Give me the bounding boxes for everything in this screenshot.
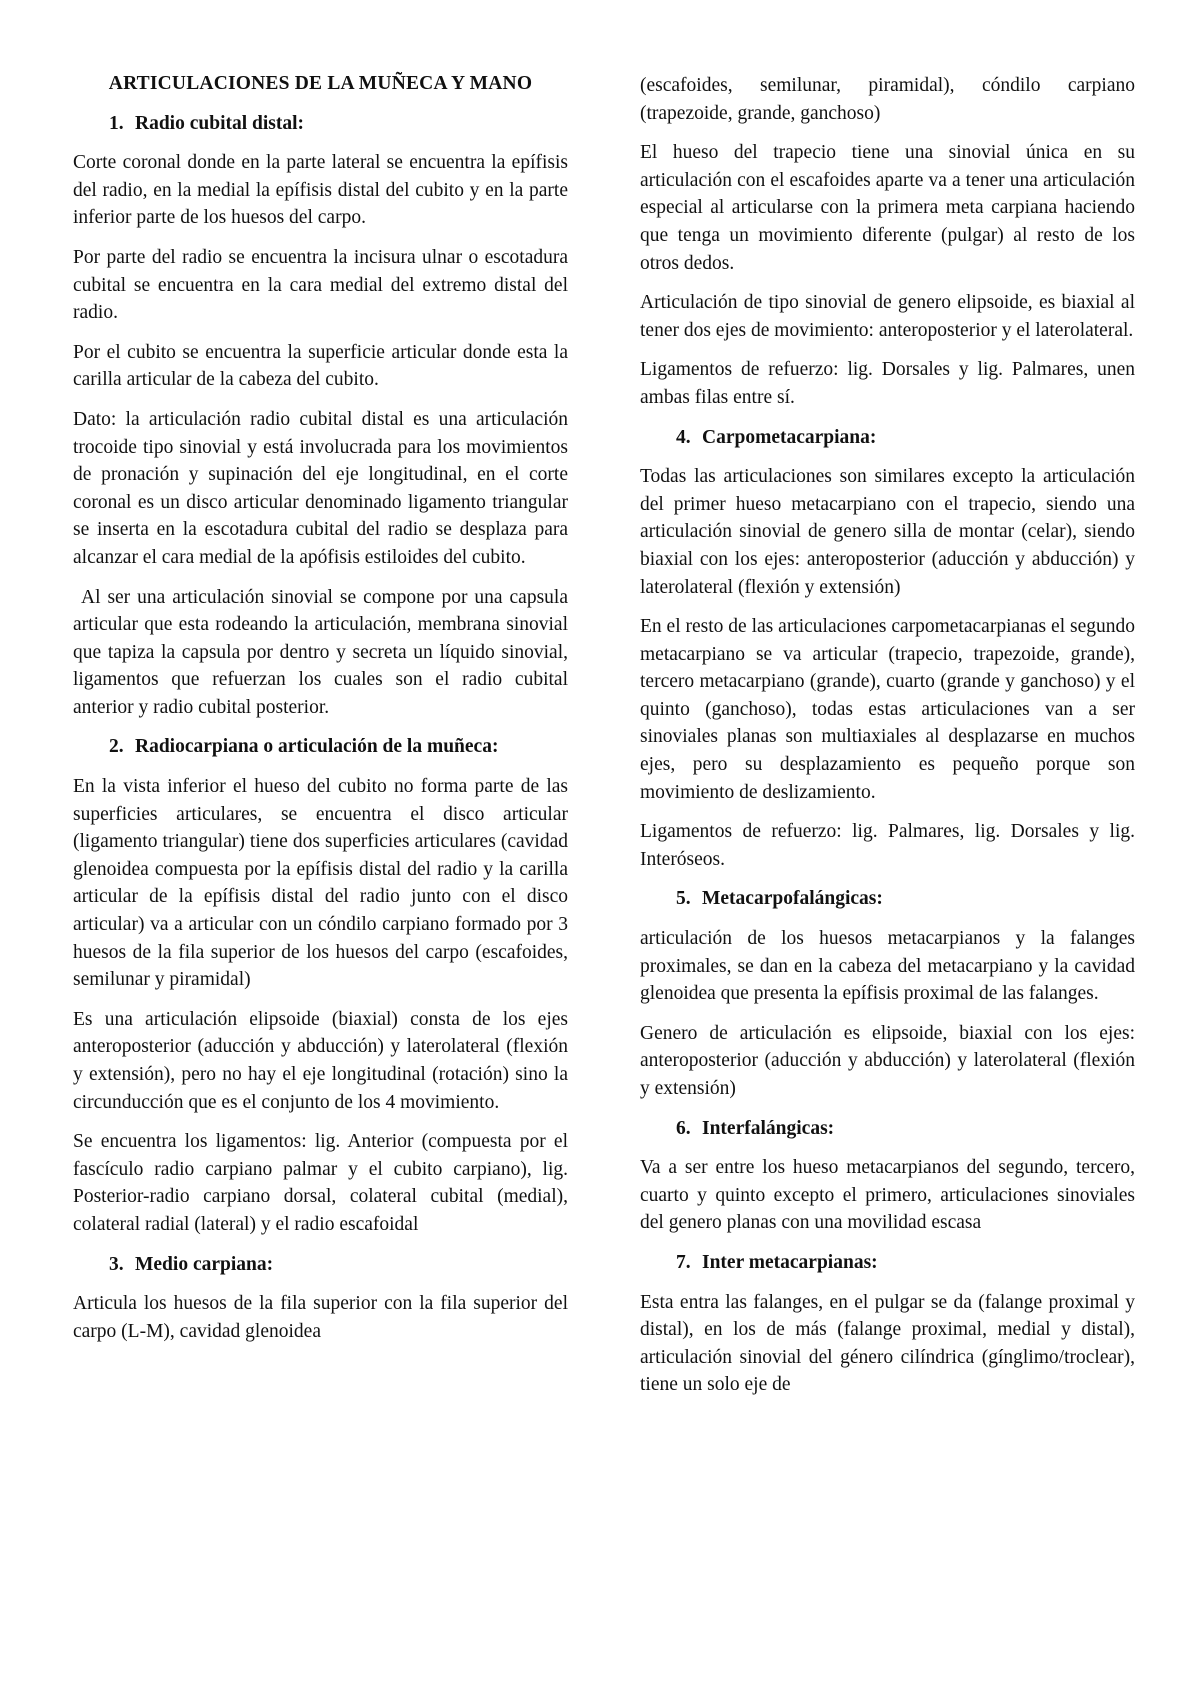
section-number: 7. (676, 1251, 691, 1273)
paragraph: Articula los huesos de la fila superior con la fila superior del carpo (L-M), cavidad glenoidea (73, 1293, 568, 1342)
section-number: 5. (676, 888, 691, 910)
section-heading-radio-cubital-distal (73, 110, 568, 138)
section-heading-text: Radio cubital distal: (135, 112, 305, 134)
section-heading-text: Interfalángicas: (702, 1117, 835, 1139)
section-heading-interfalangicas (640, 1115, 1135, 1143)
section-heading-text: Inter metacarpianas: (702, 1251, 878, 1273)
paragraph: Por el cubito se encuentra la superficie articular donde esta la carilla articular de la cabeza del cubito. (73, 341, 568, 391)
paragraph: Se encuentra los ligamentos: lig. Anterior (compuesta por el fascículo radio carpiano palmar y el cubito carpiano), lig. Posterior-radio carpiano dorsal, colateral cubital (medial), colateral radial (lateral) y el radio escafoidal (73, 1131, 568, 1235)
paragraph: El hueso del trapecio tiene una sinovial única en su articulación con el escafoides aparte va a tener una articulación especial al articularse con la primera meta carpiana haciendo que tenga un movimiento diferente (pulgar) al resto de los otros dedos. (640, 142, 1135, 274)
section-heading-medio-carpiana (73, 1251, 568, 1279)
paragraph: Dato: la articulación radio cubital distal es una articulación trocoide tipo sinovial y está involucrada para los movimientos de pronación y supinación del eje longitudinal, en el corte coronal es un disco articular denominado ligamento triangular se inserta en la escotadura cubital del radio se desplaza para alcanzar el cara medial de la apófisis estiloides del cubito. (73, 408, 568, 568)
section-heading-metacarpofalangicas (640, 885, 1135, 913)
paragraph: En el resto de las articulaciones carpometacarpianas el segundo metacarpiano se va articular (trapecio, trapezoide, grande), tercero metacarpiano (grande), cuarto (grande y ganchoso) y el quinto (ganchoso), todas estas articulaciones van a ser sinoviales planas son multiaxiales al desplazarse en muchos ejes, pero su desplazamiento es pequeño porque son movimiento de deslizamiento. (640, 616, 1135, 803)
left-column (73, 70, 568, 1357)
section-heading-text: Radiocarpiana o articulación de la muñeca: (135, 736, 499, 758)
paragraph: En la vista inferior el hueso del cubito no forma parte de las superficies articulares, se encuentra el disco articular (ligamento triangular) tiene dos superficies articulares (cavidad glenoidea compuesta por la epífisis distal del radio y la carilla articular de la epífisis distal del radio junto con el disco articular) va a articular con un cóndilo carpiano formado por 3 huesos de la fila superior de los huesos del carpo (escafoides, semilunar y piramidal) (73, 776, 568, 991)
paragraph: Todas las articulaciones son similares excepto la articulación del primer hueso metacarpiano con el trapecio, siendo una articulación sinovial de genero silla de montar (celar), siendo biaxial con los ejes: anteroposterior (aducción y abducción) y laterolateral (flexión y extensión) (640, 466, 1135, 598)
section-heading-carpometacarpiana (640, 424, 1135, 452)
right-column (640, 72, 1135, 1411)
section-heading-text: Medio carpiana: (135, 1253, 274, 1275)
paragraph: Corte coronal donde en la parte lateral se encuentra la epífisis del radio, en la medial la epífisis distal del cubito y en la parte inferior parte de los huesos del carpo. (73, 152, 568, 229)
paragraph: Ligamentos de refuerzo: lig. Dorsales y lig. Palmares, unen ambas filas entre sí. (640, 359, 1135, 408)
section-heading-text: Carpometacarpiana: (702, 426, 877, 448)
paragraph: Al ser una articulación sinovial se compone por una capsula articular que esta rodeando la articulación, membrana sinovial que tapiza la capsula por dentro y secreta un líquido sinovial, ligamentos que refuerzan los cuales son el radio cubital anterior y radio cubital posterior. (73, 586, 568, 718)
paragraph: (escafoides, semilunar, piramidal), cóndilo carpiano (trapezoide, grande, ganchoso) (640, 75, 1135, 124)
paragraph: Genero de articulación es elipsoide, biaxial con los ejes: anteroposterior (aducción y abducción) y laterolateral (flexión y extensión) (640, 1022, 1135, 1099)
section-heading-radiocarpiana (73, 733, 568, 761)
section-number: 1. (109, 112, 124, 134)
section-heading-text: Metacarpofalángicas: (702, 888, 883, 910)
section-number: 3. (109, 1253, 124, 1275)
paragraph: Ligamentos de refuerzo: lig. Palmares, lig. Dorsales y lig. Interóseos. (640, 821, 1135, 870)
section-heading-inter-metacarpianas (640, 1249, 1135, 1277)
paragraph: Es una articulación elipsoide (biaxial) consta de los ejes anteroposterior (aducción y abducción) y laterolateral (flexión y extensión), pero no hay el eje longitudinal (rotación) sino la circunducción que es el conjunto de los 4 movimiento. (73, 1008, 568, 1113)
paragraph: Va a ser entre los hueso metacarpianos del segundo, tercero, cuarto y quinto excepto el primero, articulaciones sinoviales del genero planas con una movilidad escasa (640, 1157, 1135, 1234)
paragraph: Articulación de tipo sinovial de genero elipsoide, es biaxial al tener dos ejes de movimiento: anteroposterior y el laterolateral. (640, 292, 1135, 341)
section-number: 4. (676, 426, 691, 448)
paragraph: Esta entra las falanges, en el pulgar se da (falange proximal y distal), en los de más (falange proximal, medial y distal), articulación sinovial del género cilíndrica (gínglimo/troclear), tiene un solo eje de (640, 1291, 1135, 1396)
document-title: ARTICULACIONES DE LA MUÑECA Y MANO (108, 73, 533, 94)
section-number: 6. (676, 1117, 691, 1139)
paragraph: articulación de los huesos metacarpianos y la falanges proximales, se dan en la cabeza del metacarpiano y la cavidad glenoidea que presenta la epífisis proximal de las falanges. (640, 928, 1135, 1005)
paragraph: Por parte del radio se encuentra la incisura ulnar o escotadura cubital se encuentra en la cara medial del extremo distal del radio. (73, 246, 568, 324)
section-number: 2. (109, 736, 124, 758)
